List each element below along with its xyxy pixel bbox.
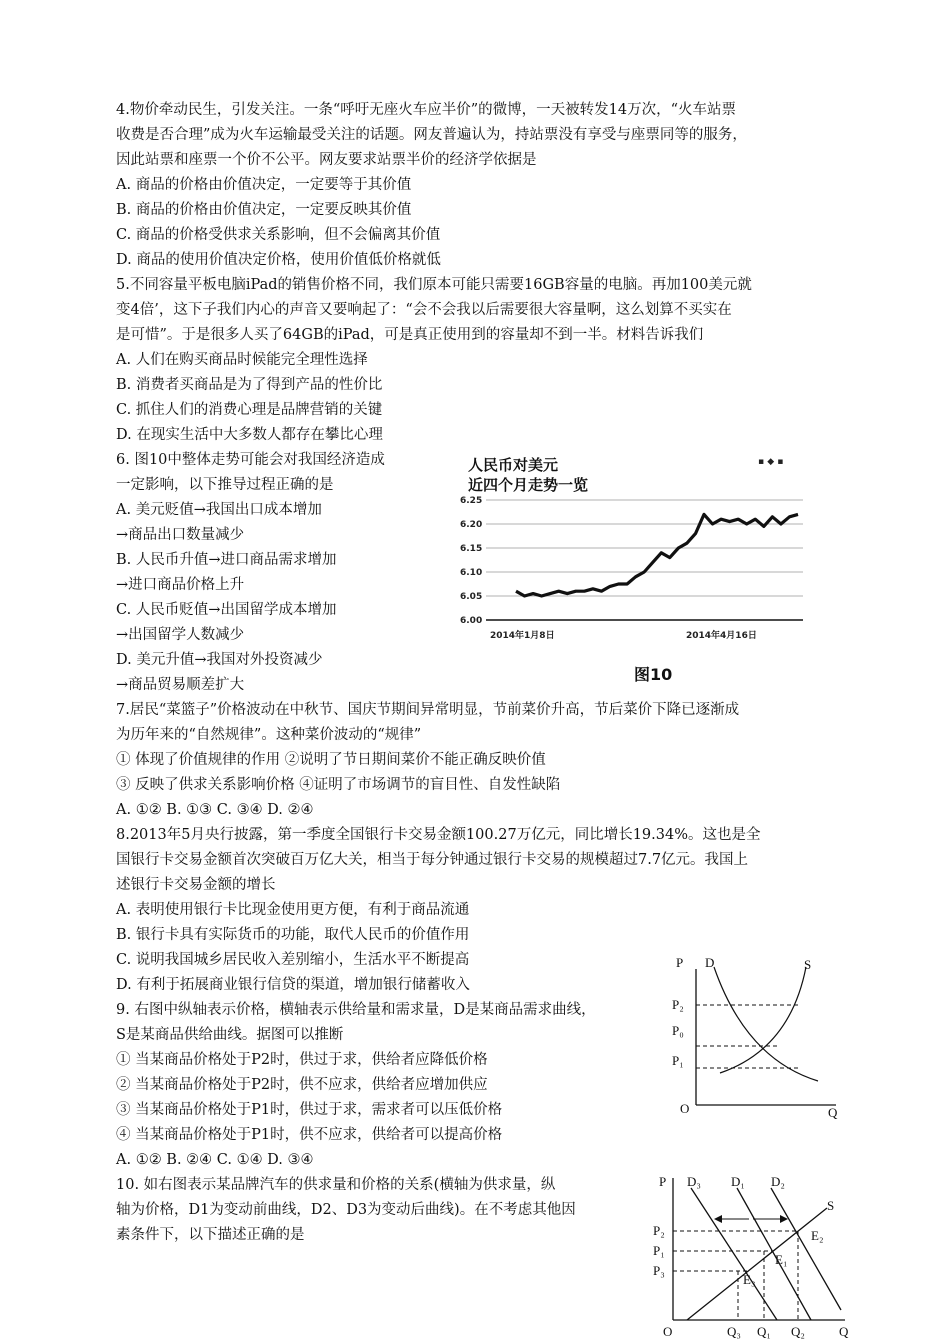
q9-statement-4: ④ 当某商品价格处于P1时，供不应求，供给者可以提高价格 [116, 1127, 503, 1143]
origin-label: O [680, 1101, 690, 1116]
supply-curve [720, 967, 806, 1073]
p2-label: P₂ [653, 1223, 665, 1238]
demand-label: D [705, 955, 715, 970]
p0-label: P₀ [672, 1023, 684, 1038]
d1-label: D₁ [731, 1174, 745, 1189]
chart-y-tick-labels [460, 496, 482, 626]
y-tick-label: 6.25 [460, 496, 483, 506]
s-label: S [827, 1198, 835, 1213]
q8-line-3: 述银行卡交易金额的增长 [116, 877, 276, 893]
e3-label: E₃ [743, 1272, 756, 1287]
chart-title-line-1: 人民币对美元 [468, 456, 559, 474]
q6-option-b-cont: →进口商品价格上升 [116, 577, 245, 593]
p-axis-label: P [659, 1174, 667, 1189]
q4-option-c: C. 商品的价格受供求关系影响，但不会偏离其价值 [116, 227, 441, 243]
exchange-rate-series-line [516, 514, 798, 596]
chart-corner-mark: ▪ ◆ ▪ [758, 457, 784, 467]
q3-label: Q₃ [727, 1324, 741, 1339]
q4-stem-line-1: 4.物价牵动民生，引发关注。一条“呼吁无座火车应半价”的微博，一天被转发14万次，“火车站票 [116, 102, 737, 118]
q8-option-c: C. 说明我国城乡居民收入差别缩小，生活水平不断提高 [116, 952, 470, 968]
d3-label: D₃ [687, 1174, 701, 1189]
d2-label: D₂ [771, 1174, 785, 1189]
y-tick-label: 6.00 [460, 616, 483, 626]
q4-option-b: B. 商品的价格由价值决定，一定要反映其价值 [116, 202, 412, 218]
p1-label: P₁ [672, 1053, 684, 1068]
y-tick-label: 6.20 [460, 520, 483, 530]
q5-stem-line-2: 变4倍’，这下子我们内心的声音又要响起了：“会不会我以后需要很大容量啊，这么划算不买实在 [116, 302, 732, 318]
q4-option-a: A. 商品的价格由价值决定，一定要等于其价值 [116, 177, 412, 193]
p1-label: P₁ [653, 1243, 665, 1258]
figure-caption: 图10 [634, 665, 673, 684]
y-tick-label: 6.05 [460, 592, 483, 602]
q6-option-a-cont: →商品出口数量减少 [116, 527, 245, 543]
q2-label: Q₂ [791, 1324, 805, 1339]
exchange-rate-chart [458, 448, 818, 688]
e1-label: E₁ [775, 1252, 788, 1267]
chart-title-line-2: 近四个月走势一览 [468, 476, 589, 494]
q4-stem-line-2: 收费是否合理”成为火车运输最受关注的话题。网友普遍认为，持站票没有享受与座票同等的服务， [116, 127, 747, 143]
chart-x-label-end: 2014年4月16日 [686, 631, 757, 641]
q9-statement-3: ③ 当某商品价格处于P1时，供过于求，需求者可以压低价格 [116, 1102, 503, 1118]
p-axis-label: P [676, 955, 684, 970]
q4-stem-line-3: 因此站票和座票一个价不公平。网友要求站票半价的经济学依据是 [116, 152, 537, 168]
q8-option-a: A. 表明使用银行卡比现金使用更方便，有利于商品流通 [116, 902, 470, 918]
q-axis-label: Q [839, 1324, 849, 1339]
q7-options: A. ①② B. ①③ C. ③④ D. ②④ [116, 802, 314, 818]
q5-option-b: B. 消费者买商品是为了得到产品的性价比 [116, 377, 383, 393]
q9-options: A. ①② B. ②④ C. ①④ D. ③④ [116, 1152, 314, 1168]
q7-line-1: 7.居民“菜篮子”价格波动在中秋节、国庆节期间异常明显，节前菜价升高，节后菜价下降已逐渐成 [116, 702, 740, 718]
q10-line-2: 轴为价格，D1为变动前曲线，D2、D3为变动后曲线)。在不考虑其他因 [116, 1202, 576, 1218]
q6-line-1: 6. 图10中整体走势可能会对我国经济造成 [116, 452, 385, 468]
supply-demand-diagram [668, 955, 848, 1120]
q6-option-d-cont: →商品贸易顺差扩大 [116, 677, 245, 693]
q5-option-c: C. 抓住人们的消费心理是品牌营销的关键 [116, 402, 383, 418]
y-tick-label: 6.10 [460, 568, 483, 578]
q10-line-1: 10. 如右图表示某品牌汽车的供求量和价格的关系(横轴为供求量，纵 [116, 1177, 556, 1193]
q8-option-b: B. 银行卡具有实际货币的功能，取代人民币的价值作用 [116, 927, 470, 943]
q8-option-d: D. 有利于拓展商业银行信贷的渠道，增加银行储蓄收入 [116, 977, 470, 993]
q-axis-label: Q [828, 1105, 838, 1120]
q10-line-3: 素条件下，以下描述正确的是 [116, 1227, 305, 1243]
q4-option-d: D. 商品的使用价值决定价格，使用价值低价格就低 [116, 252, 441, 268]
q8-line-2: 国银行卡交易金额首次突破百万亿大关，相当于每分钟通过银行卡交易的规模超过7.7亿元。我国上 [116, 852, 749, 868]
q5-option-d: D. 在现实生活中大多数人都存在攀比心理 [116, 427, 383, 443]
demand-curve-d1 [737, 1188, 811, 1320]
q6-option-c-cont: →出国留学人数减少 [116, 627, 245, 643]
q5-stem-line-1: 5.不同容量平板电脑iPad的销售价格不同，我们原本可能只需要16GB容量的电脑。再加100美元就 [116, 277, 752, 293]
q7-statements-3-4: ③ 反映了供求关系影响价格 ④证明了市场调节的盲目性、自发性缺陷 [116, 777, 561, 793]
q1-label: Q₁ [757, 1324, 771, 1339]
origin-label: O [663, 1324, 673, 1339]
q6-option-b: B. 人民币升值→进口商品需求增加 [116, 552, 337, 568]
q5-option-a: A. 人们在购买商品时候能完全理性选择 [116, 352, 368, 368]
q6-option-d: D. 美元升值→我国对外投资减少 [116, 652, 323, 668]
q9-line-2: S是某商品供给曲线。据图可以推断 [116, 1027, 344, 1043]
q6-option-c: C. 人民币贬值→出国留学成本增加 [116, 602, 337, 618]
p2-label: P₂ [672, 997, 684, 1012]
q7-line-2: 为历年来的“自然规律”。这种菜价波动的“规律” [116, 727, 422, 743]
q9-statement-1: ① 当某商品价格处于P2时，供过于求，供给者应降低价格 [116, 1052, 488, 1068]
q6-option-a: A. 美元贬值→我国出口成本增加 [116, 502, 322, 518]
q8-line-1: 8.2013年5月央行披露，第一季度全国银行卡交易金额100.27万亿元，同比增长19.34%。这也是全 [116, 827, 761, 843]
supply-label: S [804, 957, 812, 972]
demand-shift-diagram [645, 1170, 855, 1340]
e2-label: E₂ [811, 1228, 824, 1243]
q7-statements-1-2: ① 体现了价值规律的作用 ②说明了节日期间菜价不能正确反映价值 [116, 752, 546, 768]
y-tick-label: 6.15 [460, 544, 483, 554]
q9-line-1: 9. 右图中纵轴表示价格，横轴表示供给量和需求量，D是某商品需求曲线， [116, 1002, 596, 1018]
p3-label: P₃ [653, 1263, 665, 1278]
q9-statement-2: ② 当某商品价格处于P2时，供不应求，供给者应增加供应 [116, 1077, 488, 1093]
q6-line-2: 一定影响，以下推导过程正确的是 [116, 477, 334, 493]
chart-x-label-start: 2014年1月8日 [490, 631, 555, 641]
q5-stem-line-3: 是可惜”。于是很多人买了64GB的iPad，可是真正使用到的容量却不到一半。材料告诉我们 [116, 327, 704, 343]
